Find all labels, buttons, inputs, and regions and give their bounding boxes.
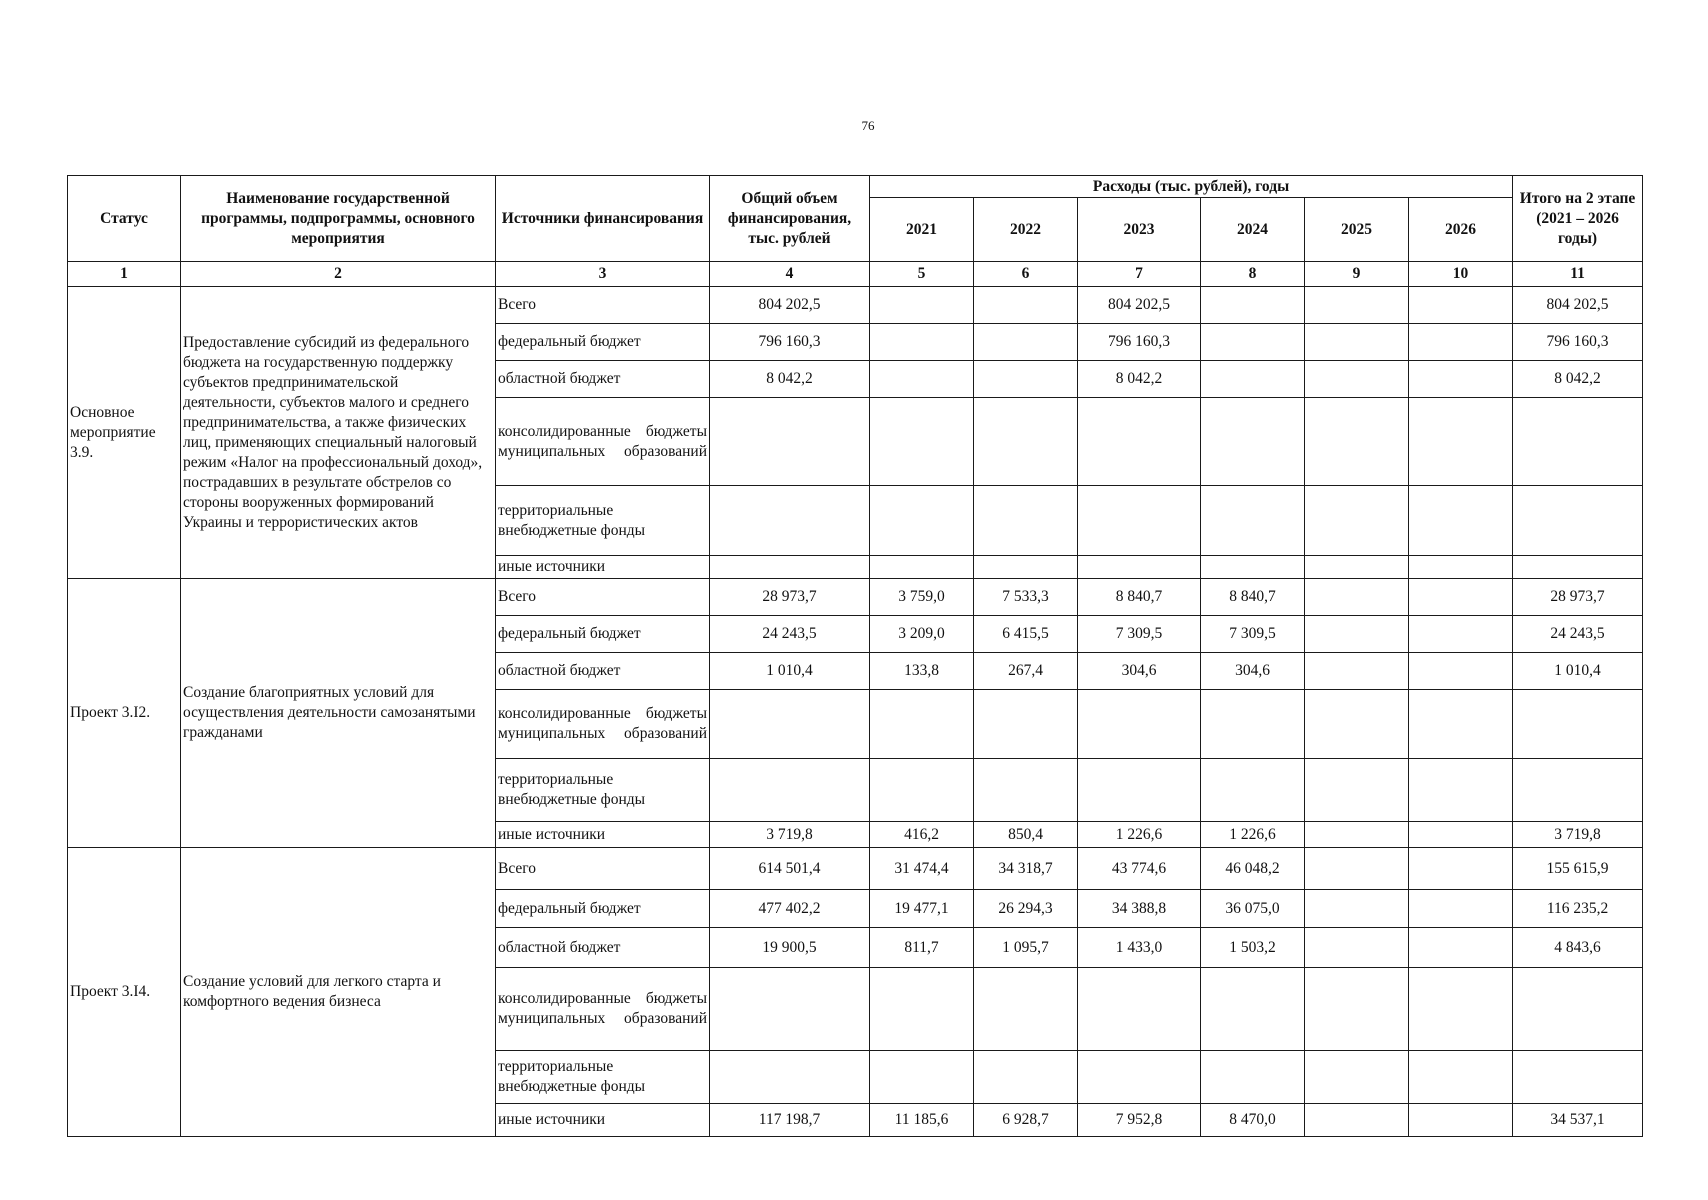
value-cell: 811,7 [870, 928, 974, 968]
financing-table [67, 175, 1643, 1137]
value-cell [1305, 579, 1409, 616]
value-cell [1409, 968, 1513, 1051]
value-cell: 8 840,7 [1078, 579, 1201, 616]
value-cell: 1 433,0 [1078, 928, 1201, 968]
value-cell [974, 690, 1078, 759]
value-cell [1513, 968, 1643, 1051]
value-cell: 8 042,2 [710, 361, 870, 398]
value-cell [1201, 398, 1305, 486]
table-row [68, 287, 1643, 324]
value-cell: 6 415,5 [974, 616, 1078, 653]
value-cell: 796 160,3 [1513, 324, 1643, 361]
value-cell: 1 226,6 [1201, 822, 1305, 848]
value-cell [1305, 890, 1409, 928]
column-number: 7 [1078, 262, 1201, 287]
column-number: 2 [181, 262, 496, 287]
value-cell [1409, 579, 1513, 616]
value-cell [1305, 968, 1409, 1051]
column-number: 10 [1409, 262, 1513, 287]
value-cell [1305, 759, 1409, 822]
value-cell [1305, 398, 1409, 486]
value-cell [1201, 690, 1305, 759]
value-cell [974, 968, 1078, 1051]
column-number: 9 [1305, 262, 1409, 287]
source-municipal [496, 690, 710, 759]
value-cell: 7 533,3 [974, 579, 1078, 616]
value-cell: 26 294,3 [974, 890, 1078, 928]
value-cell: 416,2 [870, 822, 974, 848]
value-cell [710, 398, 870, 486]
page-number: 76 [861, 118, 875, 133]
value-cell [870, 690, 974, 759]
source-regional: областной бюджет [496, 361, 710, 398]
source-municipal [496, 398, 710, 486]
value-cell [1201, 556, 1305, 579]
value-cell [1409, 486, 1513, 556]
value-cell: 34 388,8 [1078, 890, 1201, 928]
value-cell [1305, 1051, 1409, 1104]
header-year: 2021 [870, 198, 974, 262]
header-year: 2026 [1409, 198, 1513, 262]
value-cell [1409, 398, 1513, 486]
value-cell: 850,4 [974, 822, 1078, 848]
value-cell [1409, 848, 1513, 890]
source-federal: федеральный бюджет [496, 890, 710, 928]
header-source: Источники финансирования [496, 176, 710, 262]
header-year: 2025 [1305, 198, 1409, 262]
value-cell: 46 048,2 [1201, 848, 1305, 890]
value-cell [710, 1051, 870, 1104]
value-cell: 8 470,0 [1201, 1104, 1305, 1137]
value-cell: 804 202,5 [1513, 287, 1643, 324]
value-cell: 34 318,7 [974, 848, 1078, 890]
column-number: 1 [68, 262, 181, 287]
value-cell [870, 968, 974, 1051]
header-name: Наименование государственной программы, подпрограммы, основного мероприятия [181, 176, 496, 262]
value-cell: 8 042,2 [1513, 361, 1643, 398]
value-cell: 3 719,8 [710, 822, 870, 848]
value-cell: 304,6 [1201, 653, 1305, 690]
value-cell [1305, 287, 1409, 324]
value-cell: 614 501,4 [710, 848, 870, 890]
section-status: Проект 3.I4. [68, 848, 181, 1137]
value-cell [1078, 486, 1201, 556]
value-cell [1513, 486, 1643, 556]
value-cell [710, 759, 870, 822]
source-label: консолидированные бюджеты муниципальных образований [498, 990, 707, 1027]
value-cell [974, 324, 1078, 361]
value-cell [710, 690, 870, 759]
value-cell [1513, 1051, 1643, 1104]
value-cell [1409, 1051, 1513, 1104]
value-cell [1078, 556, 1201, 579]
header-year: 2022 [974, 198, 1078, 262]
column-number: 4 [710, 262, 870, 287]
value-cell [1409, 890, 1513, 928]
value-cell: 19 900,5 [710, 928, 870, 968]
value-cell [1305, 556, 1409, 579]
source-municipal [496, 968, 710, 1051]
source-other: иные источники [496, 556, 710, 579]
value-cell [1305, 486, 1409, 556]
source-other: иные источники [496, 1104, 710, 1137]
value-cell [1305, 928, 1409, 968]
table-row [68, 579, 1643, 616]
value-cell [1409, 1104, 1513, 1137]
value-cell [1078, 1051, 1201, 1104]
section-name: Создание благоприятных условий для осуществления деятельности самозанятыми гражданами [181, 579, 496, 848]
source-label: консолидированные бюджеты муниципальных образований [498, 422, 707, 460]
value-cell [974, 361, 1078, 398]
source-total: Всего [496, 579, 710, 616]
value-cell [1409, 616, 1513, 653]
value-cell [1409, 361, 1513, 398]
source-federal: федеральный бюджет [496, 324, 710, 361]
value-cell [870, 287, 974, 324]
value-cell [710, 968, 870, 1051]
value-cell [1513, 556, 1643, 579]
value-cell [1409, 928, 1513, 968]
value-cell [1409, 287, 1513, 324]
value-cell [974, 556, 1078, 579]
value-cell: 117 198,7 [710, 1104, 870, 1137]
value-cell [974, 486, 1078, 556]
source-total: Всего [496, 287, 710, 324]
value-cell [974, 287, 1078, 324]
value-cell: 3 719,8 [1513, 822, 1643, 848]
value-cell: 304,6 [1078, 653, 1201, 690]
column-number: 8 [1201, 262, 1305, 287]
header-expenses: Расходы (тыс. рублей), годы [870, 176, 1513, 198]
value-cell [1078, 759, 1201, 822]
value-cell [1201, 287, 1305, 324]
value-cell [1305, 848, 1409, 890]
value-cell [1305, 324, 1409, 361]
source-regional: областной бюджет [496, 928, 710, 968]
value-cell: 1 010,4 [710, 653, 870, 690]
source-funds: территориальные внебюджетные фонды [496, 486, 710, 556]
value-cell: 4 843,6 [1513, 928, 1643, 968]
value-cell: 133,8 [870, 653, 974, 690]
value-cell: 116 235,2 [1513, 890, 1643, 928]
value-cell: 796 160,3 [1078, 324, 1201, 361]
value-cell [1305, 616, 1409, 653]
value-cell: 24 243,5 [1513, 616, 1643, 653]
section-status: Проект 3.I2. [68, 579, 181, 848]
source-total: Всего [496, 848, 710, 890]
value-cell [974, 1051, 1078, 1104]
value-cell: 477 402,2 [710, 890, 870, 928]
value-cell: 267,4 [974, 653, 1078, 690]
value-cell [1409, 556, 1513, 579]
value-cell [1513, 759, 1643, 822]
section-name: Предоставление субсидий из федерального бюджета на государственную поддержку субъектов предпринимательской деятельности, субъектов малого и среднего предпринимательства, а также физических лиц, применяющих специальный налоговый режим «Налог на профессиональный доход», пострадавших в результате обстрелов со стороны вооруженных формирований Украины и террористических актов [181, 287, 496, 579]
value-cell: 804 202,5 [710, 287, 870, 324]
header-stage-total: Итого на 2 этапе (2021 – 2026 годы) [1513, 176, 1643, 262]
table-row [68, 848, 1643, 890]
value-cell [1305, 690, 1409, 759]
value-cell [1409, 324, 1513, 361]
column-number: 5 [870, 262, 974, 287]
value-cell [1201, 1051, 1305, 1104]
value-cell: 36 075,0 [1201, 890, 1305, 928]
header-status: Статус [68, 176, 181, 262]
value-cell [1201, 968, 1305, 1051]
value-cell [1078, 690, 1201, 759]
value-cell: 1 226,6 [1078, 822, 1201, 848]
section-status: Основное мероприятие 3.9. [68, 287, 181, 579]
value-cell [870, 486, 974, 556]
source-other: иные источники [496, 822, 710, 848]
source-regional: областной бюджет [496, 653, 710, 690]
value-cell [1305, 361, 1409, 398]
value-cell: 31 474,4 [870, 848, 974, 890]
value-cell [870, 1051, 974, 1104]
value-cell: 28 973,7 [710, 579, 870, 616]
value-cell: 3 759,0 [870, 579, 974, 616]
value-cell [1201, 324, 1305, 361]
value-cell: 8 042,2 [1078, 361, 1201, 398]
value-cell: 1 503,2 [1201, 928, 1305, 968]
column-number-row [68, 262, 1643, 287]
value-cell [1409, 822, 1513, 848]
value-cell [1409, 653, 1513, 690]
column-number: 11 [1513, 262, 1643, 287]
value-cell [1078, 398, 1201, 486]
value-cell: 11 185,6 [870, 1104, 974, 1137]
column-number: 3 [496, 262, 710, 287]
source-label: консолидированные бюджеты муниципальных образований [498, 705, 707, 742]
value-cell [974, 759, 1078, 822]
value-cell: 24 243,5 [710, 616, 870, 653]
value-cell [870, 398, 974, 486]
value-cell: 43 774,6 [1078, 848, 1201, 890]
value-cell [1513, 398, 1643, 486]
value-cell [974, 398, 1078, 486]
value-cell [1078, 968, 1201, 1051]
value-cell [870, 324, 974, 361]
value-cell [1305, 653, 1409, 690]
value-cell: 1 095,7 [974, 928, 1078, 968]
value-cell [1513, 690, 1643, 759]
value-cell: 804 202,5 [1078, 287, 1201, 324]
value-cell: 8 840,7 [1201, 579, 1305, 616]
value-cell: 7 309,5 [1201, 616, 1305, 653]
value-cell [1305, 822, 1409, 848]
value-cell: 7 309,5 [1078, 616, 1201, 653]
value-cell: 1 010,4 [1513, 653, 1643, 690]
source-funds: территориальные внебюджетные фонды [496, 759, 710, 822]
value-cell [1201, 361, 1305, 398]
value-cell: 34 537,1 [1513, 1104, 1643, 1137]
value-cell [1409, 690, 1513, 759]
value-cell [870, 361, 974, 398]
value-cell: 28 973,7 [1513, 579, 1643, 616]
column-number: 6 [974, 262, 1078, 287]
value-cell [1409, 759, 1513, 822]
value-cell [710, 486, 870, 556]
value-cell [1305, 1104, 1409, 1137]
value-cell: 6 928,7 [974, 1104, 1078, 1137]
value-cell [710, 556, 870, 579]
header-year: 2023 [1078, 198, 1201, 262]
value-cell [870, 759, 974, 822]
source-federal: федеральный бюджет [496, 616, 710, 653]
value-cell: 796 160,3 [710, 324, 870, 361]
value-cell [870, 556, 974, 579]
value-cell [1201, 486, 1305, 556]
value-cell: 3 209,0 [870, 616, 974, 653]
header-year: 2024 [1201, 198, 1305, 262]
table-body [68, 287, 1643, 1137]
source-funds: территориальные внебюджетные фонды [496, 1051, 710, 1104]
value-cell: 19 477,1 [870, 890, 974, 928]
value-cell: 155 615,9 [1513, 848, 1643, 890]
value-cell: 7 952,8 [1078, 1104, 1201, 1137]
value-cell [1201, 759, 1305, 822]
header-total: Общий объем финансирования, тыс. рублей [710, 176, 870, 262]
section-name: Создание условий для легкого старта и комфортного ведения бизнеса [181, 848, 496, 1137]
